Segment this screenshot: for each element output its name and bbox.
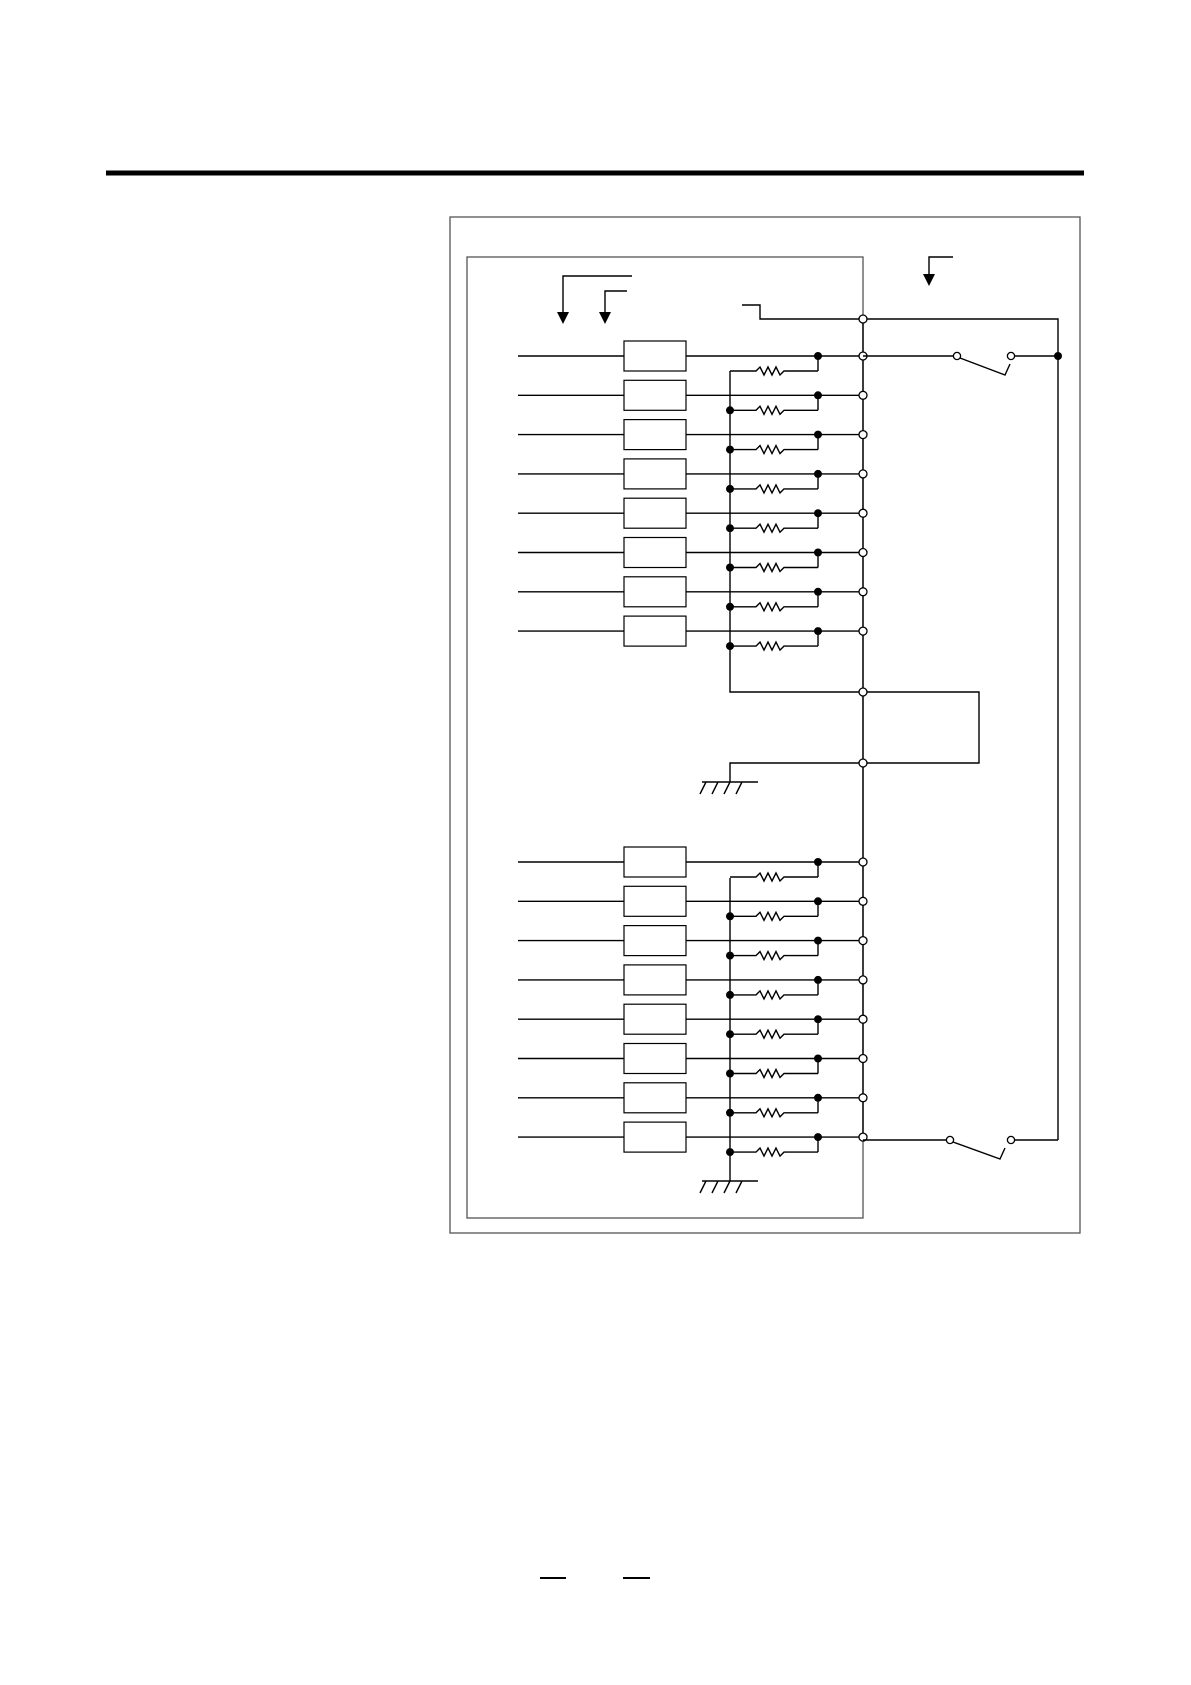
pull-resistor [730,952,818,960]
junction-node [814,549,822,557]
terminal-supply [859,315,867,323]
buffer-box [624,1004,686,1034]
ground-symbol-lower [700,1181,758,1193]
buffer-box [624,1083,686,1113]
buffer-box [624,459,686,489]
junction-node [814,588,822,596]
junction-node [814,352,822,360]
pull-resistor [730,485,818,493]
switch-lower [863,1136,1058,1159]
buffer-box [624,341,686,371]
junction-node [814,627,822,635]
terminal [859,937,867,945]
terminal [859,470,867,478]
channel-group [518,341,867,1156]
pull-resistor [730,912,818,920]
buffer-box [624,380,686,410]
flow-arrow-3 [923,257,953,286]
pull-resistor [730,642,818,650]
terminal-ground [859,759,867,767]
buffer-box [624,538,686,568]
pull-resistor [730,1109,818,1117]
pull-resistor [730,367,818,375]
junction-node [814,976,822,984]
pull-resistor [730,873,818,881]
junction-node [814,897,822,905]
pull-resistor [730,1030,818,1038]
terminal [859,1055,867,1063]
supply-input [742,305,863,319]
terminal [859,391,867,399]
buffer-box [624,847,686,877]
buffer-box [624,498,686,528]
ground-symbol-upper [700,763,863,794]
switch-upper [863,352,1058,375]
terminal [859,509,867,517]
pull-resistor [730,564,818,572]
terminal [859,1094,867,1102]
pull-resistor [730,603,818,611]
terminal [859,549,867,557]
supply-return-wire [863,319,1058,1140]
buffer-box [624,616,686,646]
junction-node [1054,352,1062,360]
junction-node [814,858,822,866]
flow-arrow-2 [599,291,627,324]
buffer-box [624,577,686,607]
pull-resistor [730,991,818,999]
terminal-common [859,688,867,696]
pull-resistor [730,446,818,454]
junction-node [814,391,822,399]
buffer-box [624,420,686,450]
junction-node [814,470,822,478]
terminal [859,897,867,905]
terminal [859,431,867,439]
junction-node [814,1133,822,1141]
junction-node [814,1094,822,1102]
buffer-box [624,1122,686,1152]
terminal [859,588,867,596]
pull-resistor [730,1070,818,1078]
flow-arrow-1 [557,276,632,324]
buffer-box [624,886,686,916]
pull-resistor [730,406,818,414]
pull-resistor [730,1148,818,1156]
buffer-box [624,965,686,995]
common-return-loop [863,692,979,763]
junction-node [814,1055,822,1063]
terminal [859,976,867,984]
junction-node [814,431,822,439]
buffer-box [624,1044,686,1074]
junction-node [814,509,822,517]
junction-node [814,937,822,945]
buffer-box [624,926,686,956]
terminal [859,627,867,635]
pull-resistor [730,524,818,532]
outer-frame [450,217,1080,1233]
upper-common-link [730,371,863,692]
terminal [859,1015,867,1023]
terminal [859,858,867,866]
junction-node [814,1015,822,1023]
